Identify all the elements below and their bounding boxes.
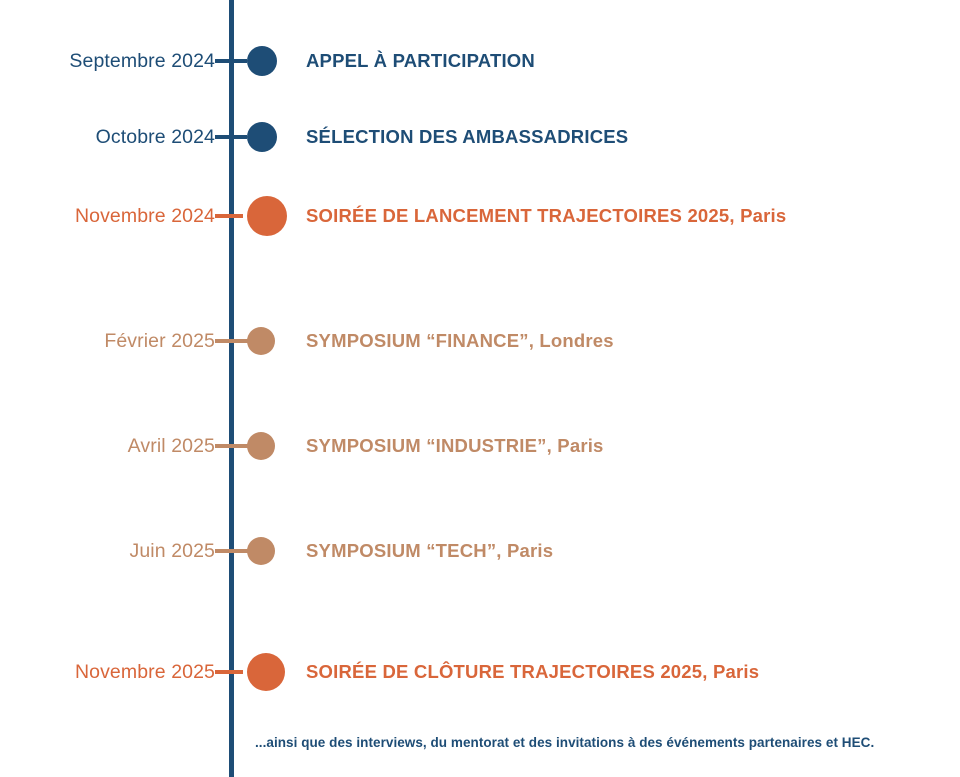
timeline-event-date: Novembre 2024 [74,204,215,227]
timeline-event-row [0,117,960,157]
timeline-event-row [0,652,960,692]
timeline-event-title: SYMPOSIUM “INDUSTRIE”, Paris [306,435,604,456]
timeline-milestone-dot[interactable] [247,537,275,565]
timeline-footnote: ...ainsi que des interviews, du mentorat et des invitations à des événements partenaires et HEC. [255,735,875,750]
timeline-milestone-dot[interactable] [247,327,275,355]
timeline-event-row [0,321,960,361]
timeline-event-date: Octobre 2024 [95,125,215,148]
timeline-milestone-dot[interactable] [247,653,285,691]
timeline-connector-line [215,549,251,553]
timeline-milestone-dot[interactable] [247,432,275,460]
timeline-event-title: SOIRÉE DE LANCEMENT TRAJECTOIRES 2025, Paris [306,205,787,226]
timeline-event-date: Avril 2025 [127,434,215,457]
timeline-event-row [0,196,960,236]
timeline-event-title: SYMPOSIUM “FINANCE”, Londres [306,330,614,351]
timeline-event-date: Novembre 2025 [74,660,215,683]
timeline-event-row [0,531,960,571]
timeline-connector-line [215,59,247,63]
timeline-event-date: Septembre 2024 [69,49,215,72]
timeline-connector-line [215,339,251,343]
timeline-event-title: APPEL À PARTICIPATION [306,50,535,71]
timeline-event-title: SOIRÉE DE CLÔTURE TRAJECTOIRES 2025, Paris [306,661,760,682]
timeline-milestone-dot[interactable] [247,122,277,152]
timeline-event-row [0,426,960,466]
timeline-connector-line [215,214,243,218]
timeline-connector-line [215,135,247,139]
timeline-connector-line [215,670,243,674]
timeline-event-date: Juin 2025 [129,539,215,562]
timeline-event-title: SYMPOSIUM “TECH”, Paris [306,540,554,561]
timeline-event-date: Février 2025 [104,329,215,352]
timeline-event-title: SÉLECTION DES AMBASSADRICES [306,126,629,147]
timeline-event-row [0,41,960,81]
timeline-connector-line [215,444,251,448]
timeline-milestone-dot[interactable] [247,196,287,236]
timeline-milestone-dot[interactable] [247,46,277,76]
